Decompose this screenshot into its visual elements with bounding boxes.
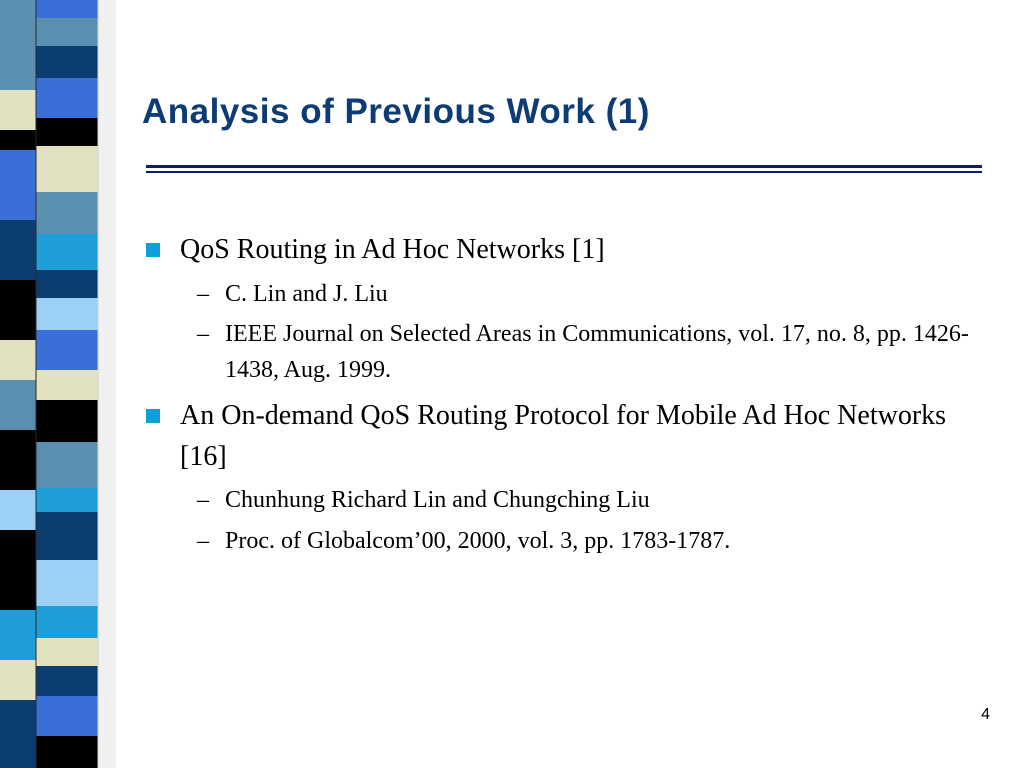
sub-item: [197, 276, 1015, 312]
sub-item-text: Chunhung Richard Lin and Chungching Liu: [225, 487, 650, 513]
bullet-text: QoS Routing in Ad Hoc Networks [1]: [180, 234, 605, 265]
title-underline: [146, 165, 982, 177]
bullet-item: [180, 229, 990, 270]
sub-item: [197, 316, 1005, 388]
sub-item-text: C. Lin and J. Liu: [225, 281, 388, 307]
square-bullet-icon: [146, 243, 160, 257]
title-underline-thick: [146, 165, 982, 168]
dash-bullet-icon: –: [197, 281, 209, 307]
bullet-item: [180, 395, 995, 477]
dash-bullet-icon: –: [197, 487, 209, 513]
page-number: 4: [981, 706, 990, 723]
sub-item: [197, 482, 1015, 518]
slide-title: Analysis of Previous Work (1): [142, 92, 650, 131]
square-bullet-icon: [146, 409, 160, 423]
bullet-text: An On-demand QoS Routing Protocol for Mobile Ad Hoc Networks [16]: [180, 400, 947, 472]
dash-bullet-icon: –: [197, 321, 209, 347]
title-underline-thin: [146, 171, 982, 173]
sub-item-text: Proc. of Globalcom’00, 2000, vol. 3, pp. 1783-1787.: [225, 528, 731, 554]
sub-item-text: IEEE Journal on Selected Areas in Communications, vol. 17, no. 8, pp. 1426-1438, Aug. 1999.: [225, 321, 969, 383]
sub-item: [197, 523, 1015, 559]
decorative-side-strip: [0, 0, 116, 768]
dash-bullet-icon: –: [197, 528, 209, 554]
